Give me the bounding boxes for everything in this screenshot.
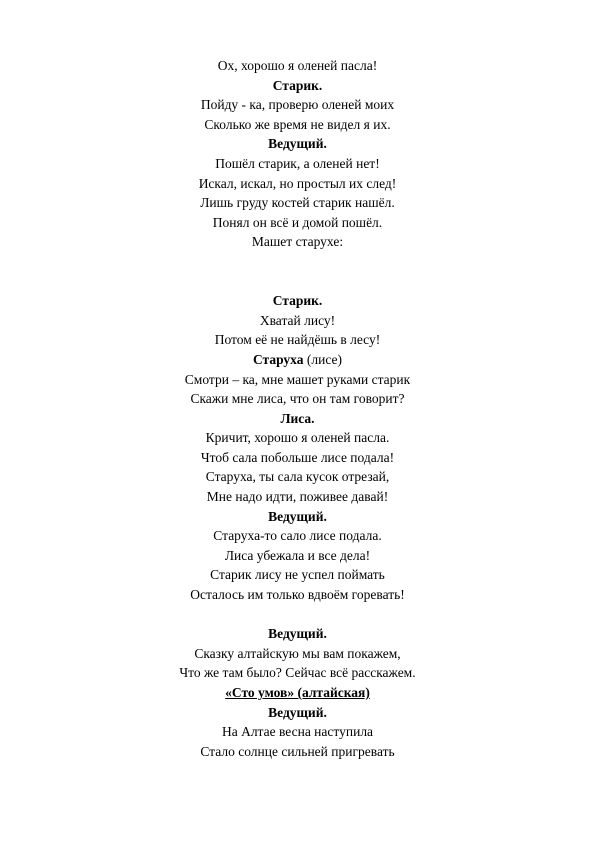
text-line: Потом её не найдёшь в лесу! (214, 332, 381, 348)
speaker-heading: Лиса. (280, 410, 315, 426)
text-line: Понял он всё и домой пошёл. (212, 214, 383, 230)
speaker-heading: Старик. (272, 77, 323, 93)
text-line: Старик лису не успел поймать (210, 567, 385, 583)
text-line: Сколько же время не видел я их. (204, 116, 391, 132)
blank-line (0, 272, 595, 292)
text-line: Скажи мне лиса, что он там говорит? (190, 391, 405, 407)
text-line: Машет старухе: (251, 234, 344, 250)
section-title: «Сто умов» (алтайская) (225, 685, 370, 700)
text-line: Пойду - ка, проверю оленей моих (200, 97, 395, 113)
text-line: Что же там было? Сейчас всё расскажем. (179, 665, 416, 681)
speaker-heading: Ведущий. (268, 508, 327, 524)
speaker-heading: Ведущий. (268, 136, 327, 152)
text-line: Старуха, ты сала кусок отрезай, (205, 469, 390, 485)
text-line: Кричит, хорошо я оленей пасла. (205, 430, 390, 446)
text-line: Лишь груду костей старик нашёл. (200, 195, 395, 211)
blank-line (0, 252, 595, 272)
text-line: Хватай лису! (259, 312, 336, 328)
speaker-heading-with-note (0, 350, 595, 370)
document-page (0, 56, 595, 761)
text-line: Мне надо идти, поживее давай! (206, 489, 389, 505)
blank-line (0, 605, 595, 625)
text-line: Искал, искал, но простыл их след! (198, 175, 397, 191)
stage-note: (лисе) (303, 351, 342, 367)
text-line: Старуха-то сало лисе подала. (213, 528, 382, 544)
text-line: Ох, хорошо я оленей пасла! (217, 58, 378, 73)
text-line: Чтоб сала побольше лисе подала! (200, 449, 395, 465)
text-line: Осталось им только вдвоём горевать! (190, 587, 405, 603)
speaker-heading: Старик. (272, 293, 323, 309)
text-line: Сказку алтайскую мы вам покажем, (194, 645, 401, 661)
text-line: Пошёл старик, а оленей нет! (215, 155, 380, 171)
text-line: Лиса убежала и все дела! (224, 547, 371, 563)
text-line: Стало солнце сильней пригревать (200, 743, 395, 759)
text-line: На Алтае весна наступила (221, 724, 374, 740)
speaker-name: Старуха (252, 351, 304, 367)
speaker-heading: Ведущий. (268, 704, 327, 720)
text-line: Смотри – ка, мне машет руками старик (184, 371, 411, 387)
speaker-heading: Ведущий. (268, 626, 327, 642)
